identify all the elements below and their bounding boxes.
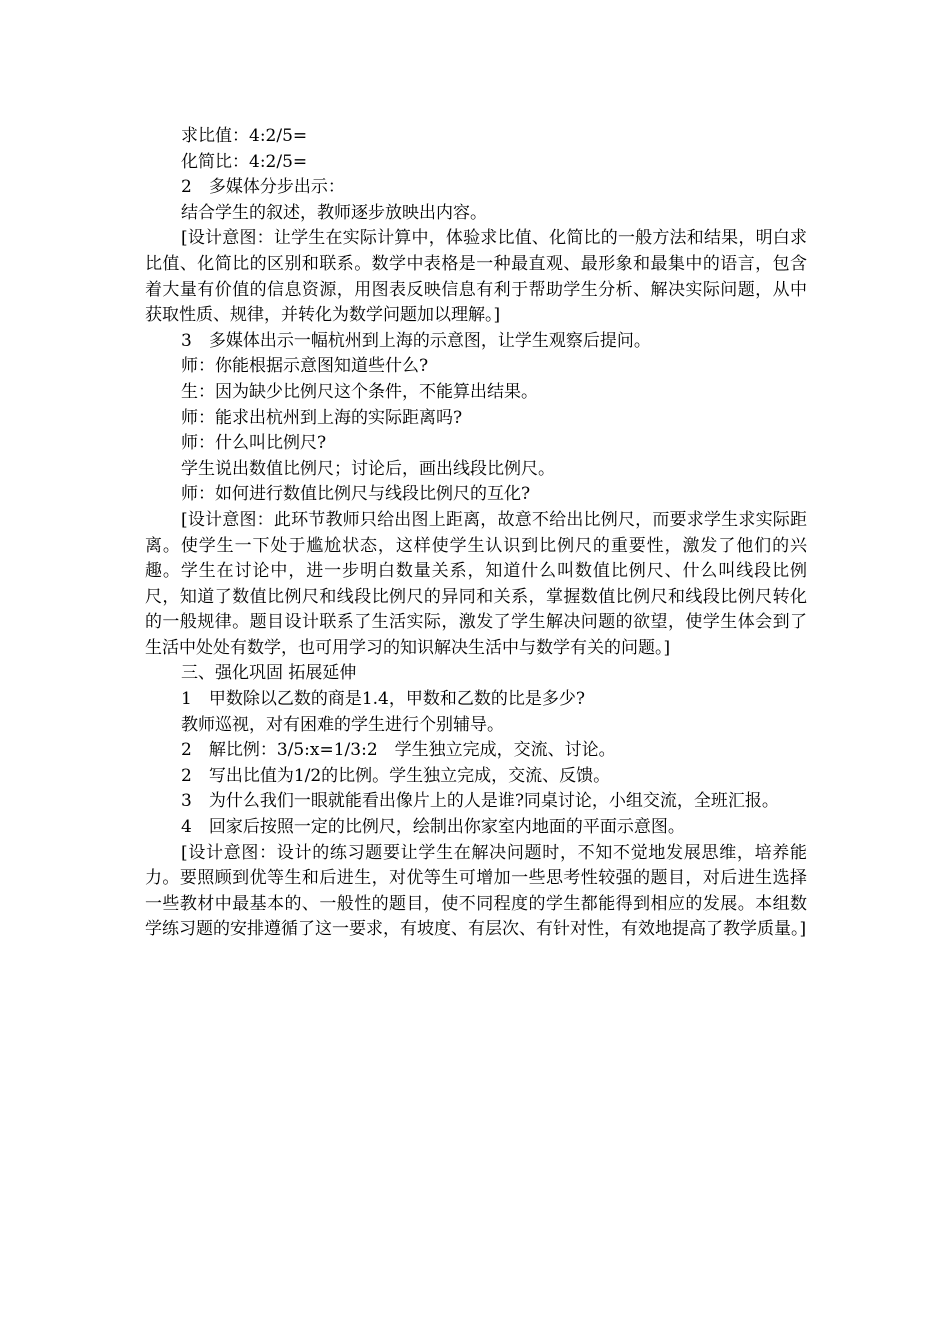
paragraph-step-3-map: 3 多媒体出示一幅杭州到上海的示意图，让学生观察后提问。 — [181, 330, 651, 351]
paragraph-exercise-1: 1 甲数除以乙数的商是1.4，甲数和乙数的比是多少? — [181, 689, 585, 710]
paragraph-simplify-ratio: 化简比：4:2/5= — [181, 151, 308, 172]
paragraph-teacher-patrol: 教师巡视，对有困难的学生进行个别辅导。 — [181, 714, 504, 735]
paragraph-exercise-2a: 2 解比例：3/5:x=1/3:2 学生独立完成，交流、讨论。 — [181, 740, 616, 761]
document-body — [145, 124, 807, 943]
paragraph-exercise-2b: 2 写出比值为1/2的比例。学生独立完成，交流、反馈。 — [181, 765, 611, 786]
paragraph-teacher-shows-content: 结合学生的叙述，教师逐步放映出内容。 — [181, 202, 487, 223]
paragraph-exercise-4: 4 回家后按照一定的比例尺，绘制出你家室内地面的平面示意图。 — [181, 817, 685, 838]
paragraph-student-scale: 学生说出数值比例尺；讨论后，画出线段比例尺。 — [181, 458, 555, 479]
paragraph-teacher-question-1: 师：你能根据示意图知道些什么? — [181, 356, 429, 377]
paragraph-ratio-value: 求比值：4:2/5= — [181, 126, 308, 146]
paragraph-student-answer: 生：因为缺少比例尺这个条件，不能算出结果。 — [181, 381, 538, 402]
paragraph-teacher-question-3: 师：什么叫比例尺? — [181, 433, 327, 454]
section-heading-consolidation: 三、强化巩固 拓展延伸 — [181, 663, 357, 684]
paragraph-design-intent-3: [设计意图：设计的练习题要让学生在解决问题时，不知不觉地发展思维，培养能力。要照顾到优等生和后进生，对优等生可增加一些思考性较强的题目，对后进生选择一些教材中最基本的、一般性的题目，使不同程度的学生都能得到相应的发展。本组数学练习题的安排遵循了这一要求，有坡度、有层次、有针对性，有效地提高了教学质量。] — [145, 842, 807, 940]
paragraph-exercise-3: 3 为什么我们一眼就能看出像片上的人是谁?同桌讨论，小组交流，全班汇报。 — [181, 791, 779, 812]
paragraph-teacher-question-4: 师：如何进行数值比例尺与线段比例尺的互化? — [181, 484, 531, 505]
paragraph-teacher-question-2: 师：能求出杭州到上海的实际距离吗? — [181, 407, 463, 428]
paragraph-design-intent-1: [设计意图：让学生在实际计算中，体验求比值、化简比的一般方法和结果，明白求比值、化简比的区别和联系。数学中表格是一种最直观、最形象和最集中的语言，包含着大量有价值的信息资源，用图表反映信息有利于帮助学生分析、解决实际问题，从中获取性质、规律，并转化为数学问题加以理解。] — [145, 228, 807, 326]
paragraph-design-intent-2: [设计意图：此环节教师只给出图上距离，故意不给出比例尺，而要求学生求实际距离。使学生一下处于尴尬状态，这样使学生认识到比例尺的重要性，激发了他们的兴趣。学生在讨论中，进一步明白数量关系，知道什么叫数值比例尺、什么叫线段比例尺，知道了数值比例尺和线段比例尺的异同和关系，掌握数值比例尺和线段比例尺转化的一般规律。题目设计联系了生活实际，激发了学生解决问题的欲望，使学生体会到了生活中处处有数学，也可用学习的知识解决生活中与数学有关的问题。] — [145, 509, 807, 658]
paragraph-step-2-multimedia: 2 多媒体分步出示： — [181, 177, 345, 198]
